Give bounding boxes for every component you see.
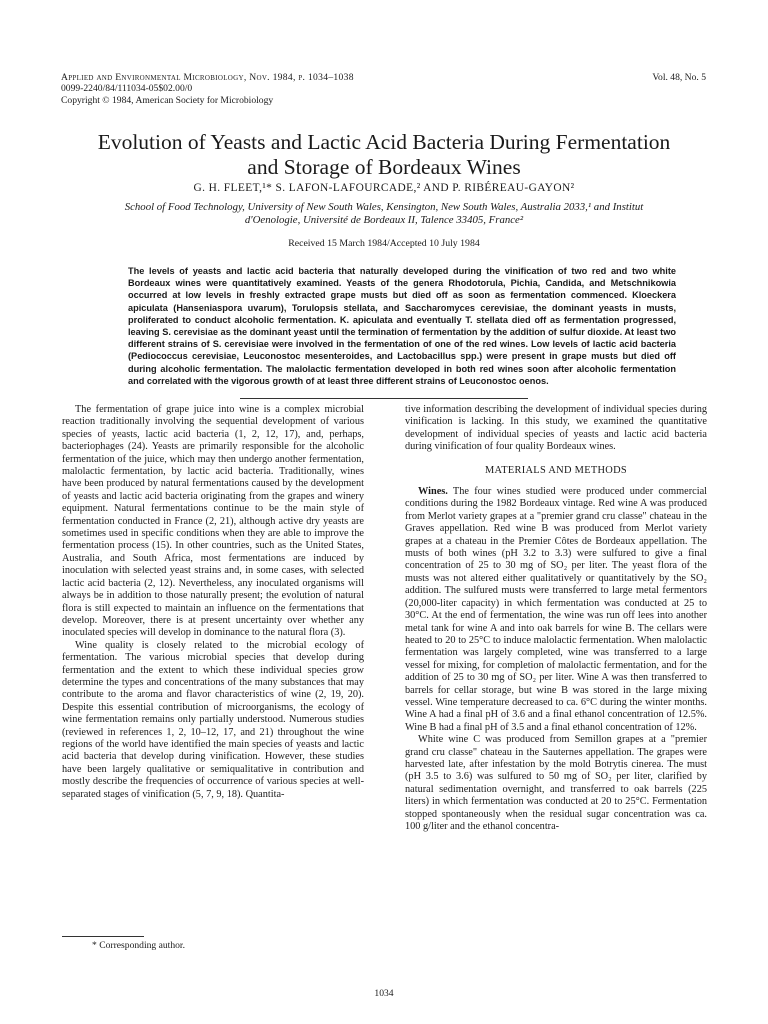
intro-paragraph-2: Wine quality is closely related to the microbial ecology of fermentation. The various microbial species that develop during fermentation and the extent to which these individual species grow determine the types and concentrations of the many substances that may contribute to the aroma and flavor characteristics of wine (2, 19, 20). Despite this essential contribution of microorganisms, the ecology of wine fermentation remains only partially understood. Numerous studies (reviewed in references 1, 2, 10–12, 17, and 21) throughout the wine regions of the world have identified the main species of yeasts and lactic acid bacteria that develop during vinification. However, these studies have been largely qualitative or semiqualitative in contribution and mostly describe the frequencies of occurrence of various species at well-separated stages of vinification (5, 7, 9, 18). Quantita- [62,639,364,800]
section-heading: MATERIALS AND METHODS [485,464,627,476]
article-code: 0099-2240/84/111034-05$02.00/0 [61,83,193,95]
footnote-divider [62,936,144,937]
author-list: G. H. FLEET,¹* S. LAFON-LAFOURCADE,² AND P. RIBÉREAU-GAYON² [193,182,575,194]
title-line-1: Evolution of Yeasts and Lactic Acid Bacteria During Fermentation [97,130,671,154]
article-title [60,130,708,180]
journal-header [61,72,481,106]
intro-paragraph-1: The fermentation of grape juice into wine is a complex microbial reaction traditionally involving the sequential development of various species of yeasts, lactic acid bacteria (1, 2, 12, 17), and, perhaps, bacteriophages (24). Yeasts are primarily responsible for the alcoholic fermentation of the juice, which may then undergo another fermentation, malolactic fermentation, by lactic acid bacteria. Traditionally, wines have been produced by natural fermentations caused by the development of yeasts and lactic acid bacteria originating from the grapes and winery equipment. Natural fermentations continue to be the main style of fermentation conducted in France (2, 21), although active dry yeasts are sometimes used in specific conditions when they are able to improve the fermentation process (15). In other countries, such as the United States, Australia, and South Africa, most fermentations are induced by inoculation with selected yeast strains and, in some cases, with selected lactic acid bacteria (2, 12). Nevertheless, any inoculated organisms will always be in addition to those naturally present; the evolution of natural flora is still expected to maintain an influence on the fermentations that develop. Moreover, there is at present uncertainty over whether any inoculated species will develop in dominance to the natural flora (3). [62,404,364,639]
affiliation [60,201,708,227]
page-number: 1034 [374,988,394,999]
abstract-divider [240,398,528,399]
affiliation-line-2: d'Oenologie, Université de Bordeaux II, Talence 33405, France² [244,214,524,226]
wines-run-in-head: Wines. [418,486,448,498]
left-column [62,404,364,801]
title-line-2: and Storage of Bordeaux Wines [247,155,521,179]
affiliation-line-1: School of Food Technology, University of New South Wales, Kensington, New South Wales, Australia 2033,¹ and Institut [124,201,644,213]
volume-issue: Vol. 48, No. 5 [652,72,706,83]
abstract: The levels of yeasts and lactic acid bacteria that naturally developed during the vinification of two red and two white Bordeaux wines were quantitatively examined. Yeasts of the genera Rhodotorula, Pichia, Candida, and Metschnikowia occurred at low levels in freshly extracted grape musts but died off as soon as fermentation commenced. Kloeckera apiculata (Hanseniaspora uvarum), Torulopsis stellata, and Saccharomyces cerevisiae, the dominant yeasts in musts, proliferated to conduct alcoholic fermentation. K. apiculata and eventually T. stellata died off as fermentation progressed, leaving S. cerevisiae as the dominant yeast until the termination of fermentation by the addition of sulfur dioxide. At least two different strains of S. cerevisiae were involved in the fermentation of one of the red wines. Low levels of lactic acid bacteria (Pediococcus cerevisiae, Leuconostoc mesenteroides, and Lactobacillus spp.) were present in grape musts but died off during alcoholic fermentation. The malolactic fermentation developed in both red wines soon after alcoholic fermentation and correlated with the vigorous growth of at least three different strains of Leuconostoc oenos. [128,266,676,386]
intro-paragraph-continued: tive information describing the development of individual species during vinification is lacking. In this study, we examined the quantitative development of individual species of yeasts and lactic acid bacteria during vinification of four quality Bordeaux wines. [405,404,707,453]
white-wine-paragraph: White wine C was produced from Semillon grapes at a "premier grand cru classe" chateau in the Sauternes appellation. The grapes were harvested late, after infestation by the mold Botrytis cinerea. The must (pH 3.5 to 3.6) was sulfured to 50 mg of SO₂ per liter, clarified by natural sedimentation overnight, and transferred to oak barrels (225 liters) in which fermentation was conducted at 20 to 25°C. Fermentation stopped spontaneously when the residual sugar concentration was ca. 100 g/liter and the ethanol concentra- [405,734,707,832]
journal-citation: Applied and Environmental Microbiology, Nov. 1984, p. 1034–1038 [61,72,354,83]
received-dates: Received 15 March 1984/Accepted 10 July 1984 [288,238,480,249]
wines-paragraph [405,486,707,734]
wines-paragraph-text: The four wines studied were produced under commercial conditions during the 1982 Bordeaux vintage. Red wine A was produced from Merlot variety grapes at a "premier grand cru classe" chateau in the Graves appellation. Red wine B was produced from Merlot variety grapes at a chateau in the Premier Côtes de Bordeaux appellation. The musts of both wines (pH 3.2 to 3.3) were sulfured to give a final concentration of 25 to 30 mg of SO₂ per liter. The yeast flora of the musts was not altered either qualitatively or quantitatively by the SO₂ addition. The sulfured musts were transferred to large metal fermentors (20,000-liter capacity) in which fermentation was conducted at 25 to 30°C. At the end of fermentation, the wine was run off lees into another metal tank for wine A and into oak barrels for wine B. The cellars were heated to 20 to 25°C to induce malolactic fermentation. When malolactic fermentation was largely completed, wine was transferred to a large vessel for mixing, for completion of malolactic fermentation, and for the addition of 25 to 30 mg of SO₂ per liter. Wine A was then transferred to barrels for cellar storage, but wine B was stored in the large mixing vessel. Wine temperature decreased to ca. 6°C during the winter months. Wine A had a final pH of 3.6 and a final ethanol concentration of 12.5%. Wine B had a final pH of 3.5 and a final ethanol concentration of 12%. [405,486,707,733]
right-column [405,404,707,833]
copyright-line: Copyright © 1984, American Society for Microbiology [61,94,274,106]
corresponding-author-footnote: * Corresponding author. [92,940,185,951]
